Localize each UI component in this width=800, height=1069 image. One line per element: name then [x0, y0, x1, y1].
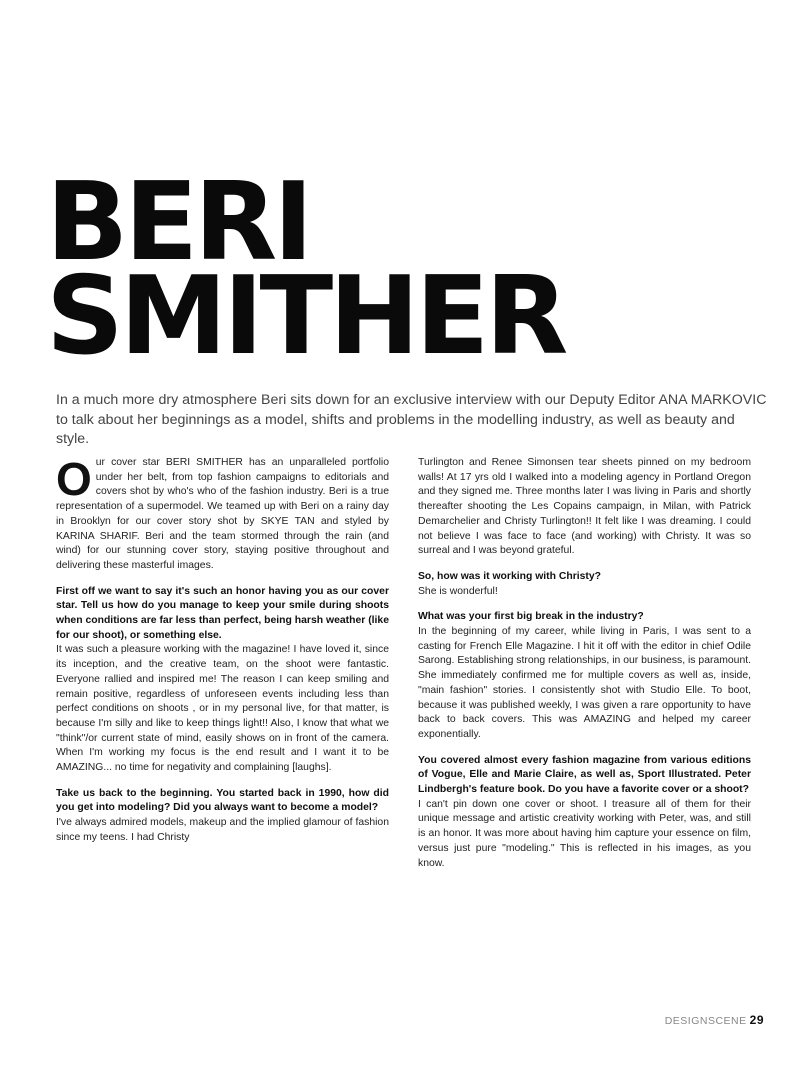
right-column	[418, 456, 751, 882]
answer-1: It was such a pleasure working with the magazine! I have loved it, since its inception, and the creative team, on the shoot were fantastic. Everyone rallied and inspired me! The reason I can keep smiling and remain positive, regardless of unforeseen events including less than perfect conditions on shoots , or in my personal live, for that matter, is because I'm silly and like to keep things light!! Also, I know that what we "think"/or current state of mind, easily shows on in front of the camera. When I'm working my focus is the end result and I want it to be AMAZING... no time for negativity and complaining [laughs].	[56, 644, 389, 774]
magazine-name: DESIGNSCENE	[664, 1015, 747, 1027]
left-column	[56, 453, 389, 857]
headline	[46, 160, 565, 379]
question-5: You covered almost every fashion magazine from various editions of Vogue, Elle and Marie Claire, as well as, Sport Illustrated. Peter Lindbergh's feature book. Do you have a favorite cover or a shoot?	[418, 754, 751, 796]
drop-cap: O	[56, 453, 92, 505]
question-3: So, how was it working with Christy?	[418, 570, 602, 582]
question-2: Take us back to the beginning. You started back in 1990, how did you get into modeling? Did you always want to become a model?	[56, 787, 389, 814]
question-4: What was your first big break in the industry?	[418, 611, 644, 623]
headline-line-2: SMITHER	[46, 254, 565, 379]
question-1: First off we want to say it's such an honor having you as our cover star. Tell us how do you manage to keep your smile during shoots when conditions are far less than perfect, being harsh weather (like for our shoot), or something else.	[56, 585, 389, 641]
answer-2-start: I've always admired models, makeup and the implied glamour of fashion since my teens. I had Christy	[56, 817, 389, 843]
page-footer	[665, 1013, 764, 1027]
opening-paragraph	[56, 453, 389, 574]
answer-4: In the beginning of my career, while living in Paris, I was sent to a casting for French Elle Magazine. I hit it off with the editor in chief Odile Sarong. Establishing strong relationships, in our business, is paramount. She immediately confirmed me for multiple covers as well as, inside, "main fashion" stories. I consistently shot with Studio Elle. To boot, because it was published weekly, I was given a rare opportunity to have back to back covers. This was AMAZING and helped my career exponentially.	[418, 626, 751, 740]
answer-2-continued: Turlington and Renee Simonsen tear sheets pinned on my bedroom walls! At 17 yrs old I walked into a modeling agency in Portland Oregon and they signed me. Three months later I was living in Paris and shortly thereafter shooting the Les Copains campaign, in Milan, with Patrick Demarchelier and Christy Turlington!! It felt like I was dreaming. I could not believe I was face to face (and working) with Christy. It was so surreal and I was beyond grateful.	[418, 457, 751, 557]
answer-5: I can't pin down one cover or shoot. I treasure all of them for their unique message and artistic creativity working with Peter, was, and still is an honor. It was more about having him capture your essence on film, versus just pure "modeling." This is reflected in his images, as you know.	[418, 798, 751, 869]
intro-paragraph: In a much more dry atmosphere Beri sits down for an exclusive interview with our Deputy Editor ANA MARKOVIC to talk about her beginnings as a model, shifts and problems in the modelling industry, as well as beauty and style.	[56, 392, 767, 447]
headline-line-1: BERI	[46, 160, 310, 285]
opening-text: ur cover star BERI SMITHER has an unparalleled portfolio under her belt, from top fashion campaigns to editorials and covers shot by who's who of the fashion industry. Beri is a true representation of a supermodel. We teamed up with Beri on a rainy day in Brooklyn for our cover story shot by SKYE TAN and styled by KARINA SHARIF. Beri and the team stormed through the rain (and wind) for our stunning cover story, staying positive throughout and delivering these masterful images.	[56, 457, 389, 571]
page-number: 29	[749, 1013, 764, 1027]
answer-3: She is wonderful!	[418, 585, 498, 597]
